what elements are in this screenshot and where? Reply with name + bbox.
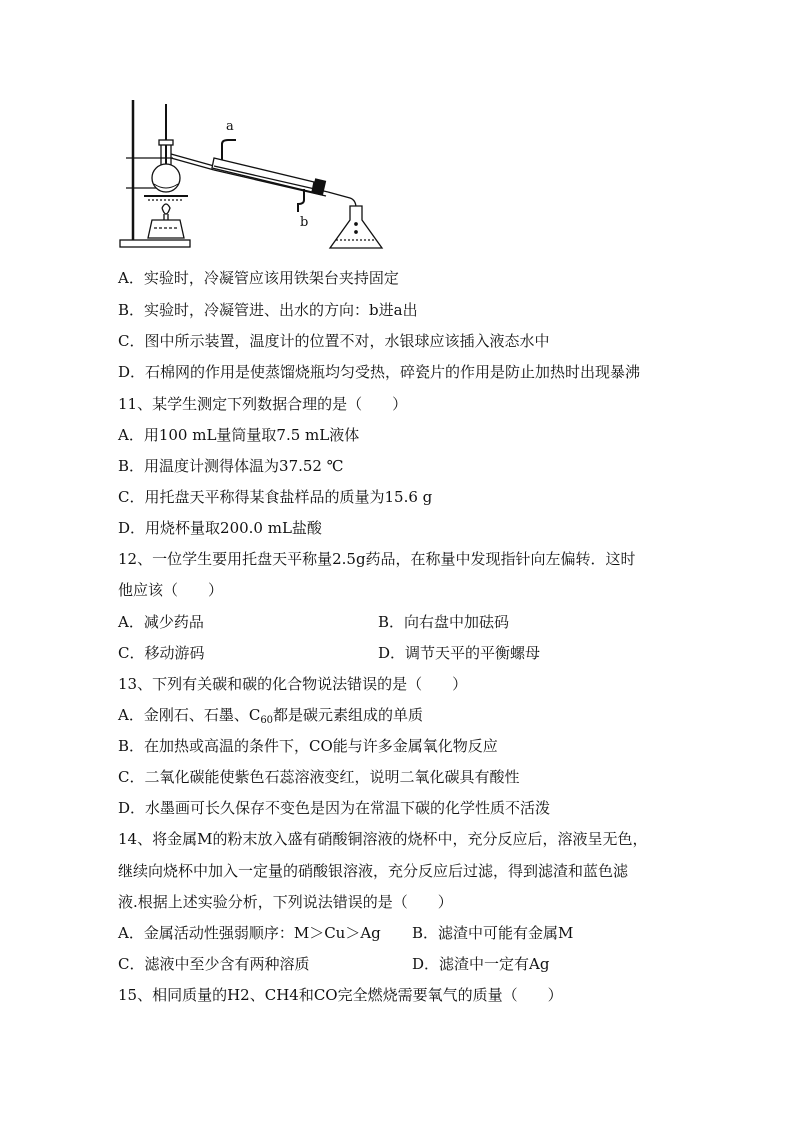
- q11-option-a: A．用100 mL量筒量取7.5 mL液体: [118, 426, 360, 444]
- alcohol-lamp: [148, 220, 184, 238]
- q10-option-a: A．实验时，冷凝管应该用铁架台夹持固定: [118, 269, 399, 287]
- q11-stem: 11、某学生测定下列数据合理的是（ ）: [118, 395, 408, 413]
- q12-stem-line1: 12、一位学生要用托盘天平称量2.5g药品，在称量中发现指针向左偏转．这时: [118, 550, 636, 568]
- q12-option-c: C．移动游码: [118, 644, 205, 662]
- q11-option-c: C．用托盘天平称得某食盐样品的质量为15.6 g: [118, 488, 433, 506]
- q12-option-d: D．调节天平的平衡螺母: [378, 644, 541, 662]
- q12-option-b: B．向右盘中加砝码: [378, 613, 510, 631]
- label-b: b: [300, 215, 309, 230]
- q11-option-b: B．用温度计测得体温为37.52 ℃: [118, 457, 344, 475]
- q13-option-d: D．水墨画可长久保存不变色是因为在常温下碳的化学性质不活泼: [118, 799, 551, 817]
- distillation-apparatus-figure: [118, 96, 478, 256]
- q13-stem: 13、下列有关碳和碳的化合物说法错误的是（ ）: [118, 675, 468, 693]
- q10-option-d: D．石棉网的作用是使蒸馏烧瓶均匀受热，碎瓷片的作用是防止加热时出现暴沸: [118, 363, 641, 381]
- q13-option-a: [118, 705, 423, 725]
- q13-option-a-sub: 60: [260, 715, 274, 726]
- q12-stem-line2: 他应该（ ）: [118, 581, 224, 599]
- q14-option-a: A．金属活动性强弱顺序：M＞Cu＞Ag: [118, 924, 381, 942]
- receiving-flask: [330, 206, 382, 248]
- q13-option-a-pre: A．金刚石、石墨、C: [118, 706, 261, 724]
- q12-option-a: A．减少药品: [118, 613, 204, 631]
- q14-stem-line2: 继续向烧杯中加入一定量的硝酸银溶液，充分反应后过滤，得到滤渣和蓝色滤: [118, 862, 629, 880]
- stand-base: [120, 240, 190, 247]
- condenser: [212, 158, 314, 192]
- q11-option-d: D．用烧杯量取200.0 mL盐酸: [118, 519, 322, 537]
- q13-option-b: B．在加热或高温的条件下，CO能与许多金属氧化物反应: [118, 737, 498, 755]
- q14-option-d: D．滤渣中一定有Ag: [412, 955, 550, 973]
- flame: [162, 204, 170, 214]
- q10-option-b: B．实验时，冷凝管进、出水的方向：b进a出: [118, 301, 418, 319]
- q14-option-b: B．滤渣中可能有金属M: [412, 924, 574, 942]
- q13-option-a-post: 都是碳元素组成的单质: [273, 706, 424, 724]
- q13-option-c: C．二氧化碳能使紫色石蕊溶液变红，说明二氧化碳具有酸性: [118, 768, 520, 786]
- q14-option-c: C．滤液中至少含有两种溶质: [118, 955, 310, 973]
- q14-stem-line1: 14、将金属M的粉末放入盛有硝酸铜溶液的烧杯中，充分反应后，溶液呈无色，: [118, 830, 648, 848]
- q14-stem-line3: 液.根据上述实验分析，下列说法错误的是（ ）: [118, 893, 453, 911]
- q10-option-c: C．图中所示装置，温度计的位置不对，水银球应该插入液态水中: [118, 332, 550, 350]
- q15-stem: 15、相同质量的H2、CH4和CO完全燃烧需要氧气的质量（ ）: [118, 986, 563, 1004]
- label-a: a: [226, 119, 234, 134]
